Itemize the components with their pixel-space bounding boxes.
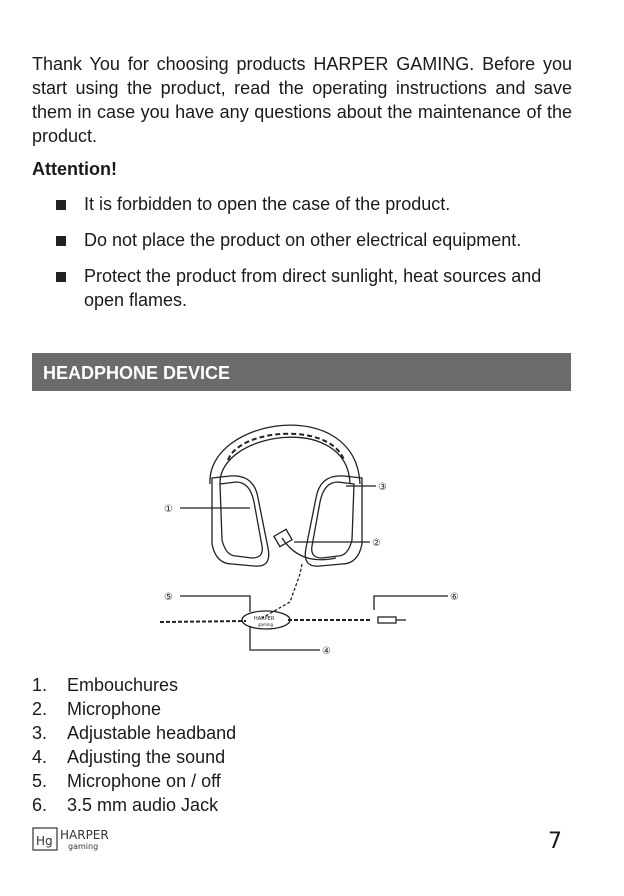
list-item: 4. Adjusting the sound [32,747,226,767]
callout-2: ② [372,538,381,549]
list-item: 1. Embouchures [32,675,179,695]
cable-upper [262,564,302,618]
left-embouchure [220,482,262,558]
callout-6: ⑥ [450,592,459,603]
callout-4: ④ [322,646,331,657]
parts-list [32,673,236,817]
logo-sub: gaming [68,842,99,851]
cable-left [160,621,246,622]
bullet-square-icon [56,272,66,282]
bullet-square-icon [56,236,66,246]
attention-list [56,192,576,312]
list-item: 2. Microphone [32,699,162,719]
audio-jack-body [378,617,396,623]
callout-1: ① [164,504,173,515]
list-item: 6. 3.5 mm audio Jack [32,795,219,815]
right-embouchure [312,482,354,558]
leader-5 [180,596,250,612]
callout-3: ③ [378,482,387,493]
leader-4 [250,626,320,650]
section-header-bar [32,353,571,391]
section-title: HEADPHONE DEVICE [43,363,231,383]
intro-paragraph: Thank You for choosing products HARPER GAMING. Before you start using the product, read the operating instructions and save them in case you have any questions about the maintenance of the product. [32,54,572,146]
callout-5: ⑤ [164,592,173,603]
attention-heading: Attention! [32,159,117,179]
bullet-square-icon [56,200,66,210]
page-number: 7 [548,829,562,854]
logo-mark: Hg [36,834,53,848]
attention-item: Do not place the product on other electrical equipment. [56,228,576,252]
logo-word: HARPER [60,828,109,842]
list-item: 5. Microphone on / off [32,771,221,791]
attention-item: Protect the product from direct sunlight, heat sources and open flames. [56,264,576,312]
leader-6 [374,596,448,610]
headphone-diagram [150,398,470,668]
attention-item: It is forbidden to open the case of the product. [56,192,576,216]
remote-sublabel: gaming [258,622,274,627]
harper-gaming-logo [32,824,122,854]
remote-label: HARPER [254,616,275,622]
list-item: 3. Adjustable headband [32,723,237,743]
microphone-capsule [274,529,292,546]
